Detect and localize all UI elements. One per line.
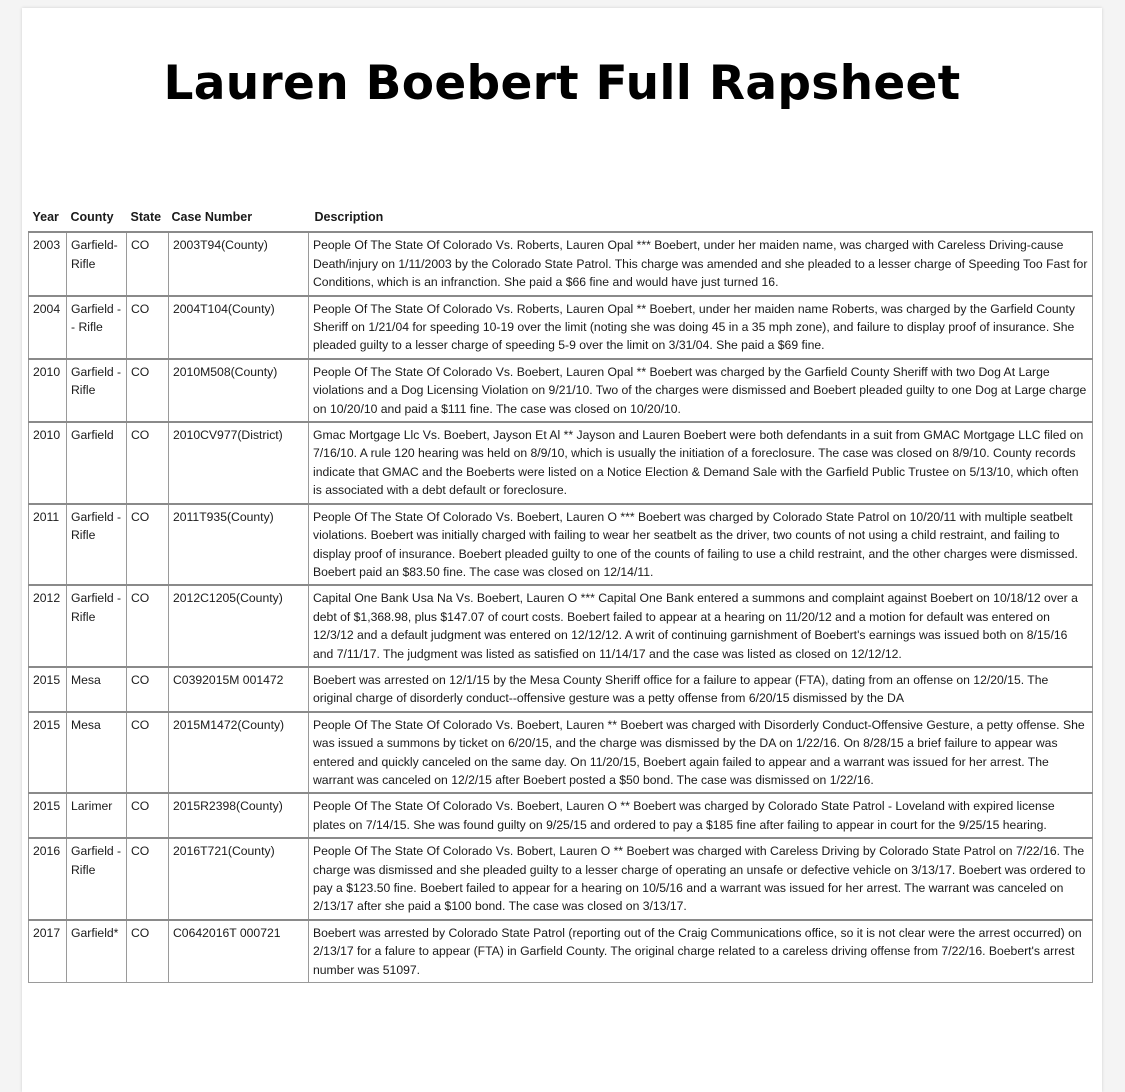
cell-state: CO: [127, 838, 169, 920]
header-case-number: Case Number: [169, 202, 309, 232]
cell-case-number: 2010CV977(District): [169, 422, 309, 504]
cell-state: CO: [127, 504, 169, 586]
table-row: [29, 838, 1093, 920]
table-row: [29, 793, 1093, 838]
cell-description: People Of The State Of Colorado Vs. Roberts, Lauren Opal ** Boebert, under her maiden name Roberts, was charged by the Garfield County Sheriff on 1/21/04 for speeding 10-19 over the limit (noting she was doing 45 in a 35 mph zone), and failure to display proof of insurance. She pleaded guilty to a lesser charge of speeding 5-9 over the limit on 3/31/04. She paid a $69 fine.: [309, 296, 1093, 359]
cell-county: Garfield*: [67, 920, 127, 983]
cell-case-number: C0642016T 000721: [169, 920, 309, 983]
cell-description: Boebert was arrested by Colorado State Patrol (reporting out of the Craig Communications office, so it is not clear were the arrest occurred) on 2/13/17 for a falure to appear (FTA) in Garfield County. The original charge related to a careless driving offense from 7/22/16. Boebert's arrest number was 51097.: [309, 920, 1093, 983]
cell-description: Gmac Mortgage Llc Vs. Boebert, Jayson Et Al ** Jayson and Lauren Boebert were both defendants in a suit from GMAC Mortgage LLC filed on 7/16/10. A rule 120 hearing was held on 8/9/10, which is usually the initiation of a foreclosure. The case was closed on 8/9/10. County records indicate that GMAC and the Boeberts were listed on a Notice Election & Demand Sale with the Garfield Public Trustee on 5/13/10, which often is associated with a debt default or foreclosure.: [309, 422, 1093, 504]
cell-state: CO: [127, 359, 169, 422]
cell-year: 2015: [29, 793, 67, 838]
cell-county: Larimer: [67, 793, 127, 838]
cell-year: 2011: [29, 504, 67, 586]
table-row: [29, 920, 1093, 983]
rapsheet-table: [28, 202, 1093, 983]
cell-state: CO: [127, 667, 169, 712]
cell-state: CO: [127, 422, 169, 504]
rapsheet-table-container: [28, 202, 1092, 983]
table-header-row: [29, 202, 1093, 232]
table-row: [29, 712, 1093, 794]
cell-year: 2004: [29, 296, 67, 359]
header-state: State: [127, 202, 169, 232]
cell-state: CO: [127, 793, 169, 838]
cell-year: 2017: [29, 920, 67, 983]
cell-state: CO: [127, 712, 169, 794]
cell-year: 2010: [29, 422, 67, 504]
cell-description: People Of The State Of Colorado Vs. Bobert, Lauren O ** Boebert was charged with Careless Driving by Colorado State Patrol on 7/22/16. The charge was dismissed and she pleaded guilty to a lesser charge of operating an unsafe or defective vehicle on 3/13/17. Boebert was ordered to pay a $123.50 fine. Boebert failed to appear for a hearing on 10/5/16 and a warrant was issued for her arrest. The warrant was canceled on 2/13/17 after she paid a $100 bond. The case was closed on 3/13/17.: [309, 838, 1093, 920]
document-sheet: [22, 8, 1102, 1092]
cell-case-number: 2003T94(County): [169, 232, 309, 295]
cell-county: Garfield - Rifle: [67, 504, 127, 586]
table-row: [29, 504, 1093, 586]
cell-state: CO: [127, 585, 169, 667]
table-row: [29, 422, 1093, 504]
cell-county: Garfield - Rifle: [67, 585, 127, 667]
cell-year: 2012: [29, 585, 67, 667]
table-row: [29, 359, 1093, 422]
cell-state: CO: [127, 920, 169, 983]
header-year: Year: [29, 202, 67, 232]
cell-county: Mesa: [67, 712, 127, 794]
cell-description: People Of The State Of Colorado Vs. Boebert, Lauren ** Boebert was charged with Disorderly Conduct-Offensive Gesture, a petty offense. She was issued a summons by ticket on 6/20/15, and the charge was dismissed by the DA on 1/22/16. On 8/28/15 a brief failure to appear was entered and quickly canceled on the same day. On 11/20/15, Boebert again failed to appear and a warrant was issued for her arrest. The warrant was canceled on 12/2/15 after Boebert posted a $50 bond. The case was dismissed on 1/22/16.: [309, 712, 1093, 794]
cell-year: 2016: [29, 838, 67, 920]
cell-description: People Of The State Of Colorado Vs. Boebert, Lauren O *** Boebert was charged by Colorado State Patrol on 10/20/11 with multiple seatbelt violations. Boebert was initially charged with failing to wear her seatbelt as the driver, two counts of not using a child restraint, and failing to display proof of insurance. Boebert pleaded guilty to one of the counts of failing to use a child restraint, and the other charges were dismissed. Boebert paid an $83.50 fine. The case was closed on 12/14/11.: [309, 504, 1093, 586]
table-row: [29, 585, 1093, 667]
header-description: Description: [309, 202, 1093, 232]
cell-description: People Of The State Of Colorado Vs. Boebert, Lauren O ** Boebert was charged by Colorado State Patrol - Loveland with expired license plates on 7/14/15. She was found guilty on 9/25/15 and ordered to pay a $185 fine after failing to appear in court for the 9/25/15 hearing.: [309, 793, 1093, 838]
cell-county: Mesa: [67, 667, 127, 712]
cell-county: Garfield - Rifle: [67, 359, 127, 422]
cell-year: 2010: [29, 359, 67, 422]
cell-year: 2015: [29, 667, 67, 712]
table-row: [29, 232, 1093, 295]
cell-case-number: 2015R2398(County): [169, 793, 309, 838]
cell-county: Garfield-Rifle: [67, 232, 127, 295]
cell-case-number: 2011T935(County): [169, 504, 309, 586]
cell-description: People Of The State Of Colorado Vs. Roberts, Lauren Opal *** Boebert, under her maiden name, was charged with Careless Driving-cause Death/injury on 1/11/2003 by the Colorado State Patrol. This charge was amended and she pleaded to a lesser charge of Speeding Too Fast for Conditions, which is an infranction. She paid a $66 fine and would have just turned 16.: [309, 232, 1093, 295]
cell-state: CO: [127, 232, 169, 295]
cell-year: 2003: [29, 232, 67, 295]
cell-county: Garfield -- Rifle: [67, 296, 127, 359]
cell-case-number: 2012C1205(County): [169, 585, 309, 667]
cell-description: Capital One Bank Usa Na Vs. Boebert, Lauren O *** Capital One Bank entered a summons and complaint against Boebert on 10/18/12 over a debt of $1,368.98, plus $147.07 of court costs. Boebert failed to appear at a hearing on 11/20/12 and a motion for default was entered on 12/3/12 and a default judgment was entered on 12/12/12. A writ of continuing garnishment of Boebert's earnings was issued both on 8/15/16 and 7/11/17. The judgment was listed as satisfied on 11/14/17 and the case was listed as closed on 12/12/12.: [309, 585, 1093, 667]
cell-county: Garfield - Rifle: [67, 838, 127, 920]
cell-description: Boebert was arrested on 12/1/15 by the Mesa County Sheriff office for a failure to appear (FTA), dating from an offense on 12/20/15. The original charge of disorderly conduct--offensive gesture was a petty offense from 6/20/15 dismissed by the DA: [309, 667, 1093, 712]
cell-state: CO: [127, 296, 169, 359]
cell-case-number: 2015M1472(County): [169, 712, 309, 794]
table-row: [29, 296, 1093, 359]
table-row: [29, 667, 1093, 712]
cell-case-number: 2010M508(County): [169, 359, 309, 422]
cell-case-number: C0392015M 001472: [169, 667, 309, 712]
page-title: Lauren Boebert Full Rapsheet: [163, 56, 961, 111]
cell-case-number: 2016T721(County): [169, 838, 309, 920]
cell-county: Garfield: [67, 422, 127, 504]
cell-case-number: 2004T104(County): [169, 296, 309, 359]
header-county: County: [67, 202, 127, 232]
cell-year: 2015: [29, 712, 67, 794]
cell-description: People Of The State Of Colorado Vs. Boebert, Lauren Opal ** Boebert was charged by the Garfield County Sheriff with two Dog At Large violations and a Dog Licensing Violation on 9/21/10. Two of the charges were dismissed and Boebert pleaded guilty to one Dog at Large charge on 10/20/10 and paid a $111 fine. The case was closed on 10/20/10.: [309, 359, 1093, 422]
